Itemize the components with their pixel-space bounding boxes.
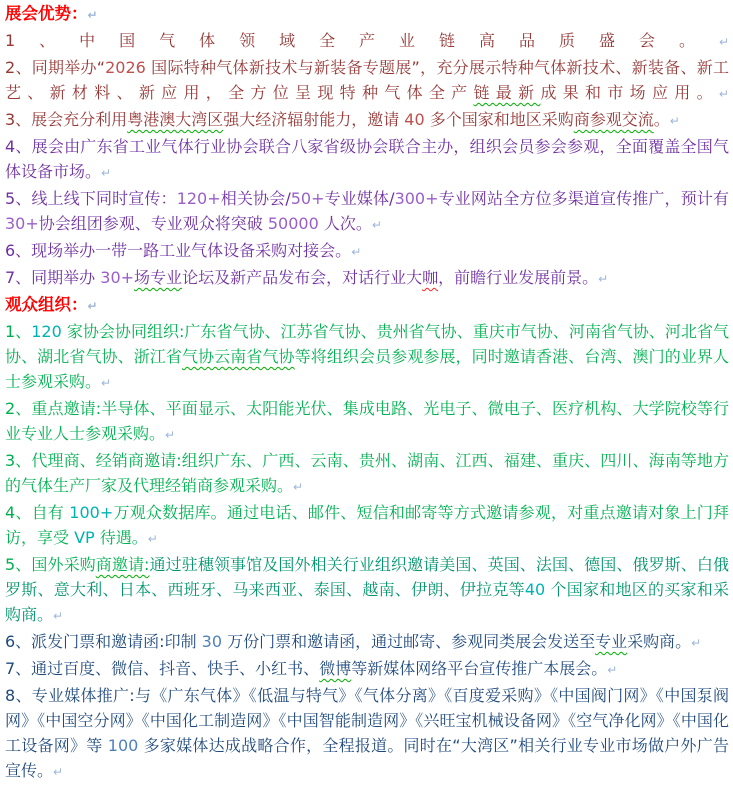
text-segment: 待遇。 bbox=[94, 528, 148, 547]
paragraph-mark-icon: ↵ bbox=[351, 245, 362, 259]
numeric-text: 50+ bbox=[290, 189, 325, 208]
section-1-paragraph-2 bbox=[5, 55, 729, 107]
text-segment: 家协会协同组织:广东省气协、江苏省气协、贵州省气协、重庆市气协、河南省气协、河北省气协、湖北省气协、浙江省 bbox=[5, 322, 729, 366]
numeric-text: 120+ bbox=[176, 189, 221, 208]
paragraph-mark-icon: ↵ bbox=[87, 8, 98, 22]
text-segment: 强大经济辐射能力，邀请 bbox=[223, 110, 405, 129]
paragraph-mark-icon: ↵ bbox=[87, 299, 98, 313]
text-segment: 。 bbox=[653, 110, 670, 129]
text-segment: 专业网站全方位多渠道宣传推广，预计有 bbox=[438, 189, 729, 208]
section-2-paragraph-8 bbox=[5, 683, 729, 785]
paragraph-mark-icon: ↵ bbox=[53, 765, 64, 779]
numeric-text: 40 bbox=[404, 110, 425, 129]
section-2-paragraph-4 bbox=[5, 500, 729, 552]
numeric-text: 30 bbox=[201, 632, 223, 651]
text-segment: 个国家和地区的买家和采购商。 bbox=[5, 580, 729, 624]
paragraph-mark-icon: ↵ bbox=[53, 609, 64, 623]
numeric-text: 300+ bbox=[394, 189, 439, 208]
numeric-text: 30+ bbox=[100, 268, 135, 287]
text-segment: 5、线上线下同时宣传： bbox=[5, 189, 177, 208]
paragraph-mark-icon: ↵ bbox=[607, 663, 618, 677]
text-segment: 协会组团参观、专业观众将突破 bbox=[38, 214, 268, 233]
paragraph-mark-icon: ↵ bbox=[293, 480, 304, 494]
text-segment: 6、现场举办一带一路工业气体设备采购对接会。 bbox=[5, 241, 352, 260]
text-segment: 4、展会由广东省工业气体行业协会联合八家省级协会联合主办，组织会员参会参观，全面覆盖全国气体设备市场。 bbox=[5, 137, 729, 181]
paragraph-mark-icon: ↵ bbox=[165, 428, 176, 442]
grammar-squiggle-text: 商参观交流 bbox=[573, 110, 654, 129]
grammar-squiggle-text: 场专业 bbox=[134, 268, 183, 287]
text-segment: 1、 bbox=[5, 322, 32, 341]
text-segment: 8、专业媒体推广:与《广东气体》《低温与特气》《气体分离》《百度爱采购》《中国阀门网》《中国泵阀网》《中国空分网》《中国化工制造网》《中国智能制造网》《兴旺宝机械设备网》《空气净化网》《中国化工设备网》等 bbox=[5, 686, 729, 755]
paragraph-mark-icon: ↵ bbox=[718, 87, 729, 101]
text-segment: 万观众数据库。通过电话、邮件、短信和邮寄等方式邀请参观，对重点邀请对象上门拜访，享受 bbox=[5, 503, 729, 547]
paragraph-mark-icon: ↵ bbox=[669, 114, 680, 128]
numeric-text: 30+ bbox=[5, 214, 39, 233]
numeric-text: 120 bbox=[31, 322, 62, 341]
numeric-text: 100+ bbox=[69, 503, 114, 522]
numeric-text: 2026 bbox=[105, 58, 146, 77]
section-heading-2 bbox=[5, 292, 729, 319]
numeric-text: 50000 bbox=[267, 214, 319, 233]
text-segment: 6、派发门票和邀请函:印制 bbox=[5, 632, 202, 651]
text-segment: 等新媒体网络平台宣传推广本展会。 bbox=[351, 659, 608, 678]
text-segment: 3、展会充分利用 bbox=[5, 110, 128, 129]
section-1-paragraph-5 bbox=[5, 186, 729, 238]
section-heading-text: 观众组织： bbox=[5, 295, 88, 314]
text-segment: 等将组织会员参观参展，同时邀请香港、台湾、澳门的业界人士参观采购。 bbox=[5, 347, 729, 391]
paragraph-mark-icon: ↵ bbox=[147, 532, 158, 546]
text-segment: 专业媒体/ bbox=[324, 189, 395, 208]
paragraph-mark-icon: ↵ bbox=[371, 218, 382, 232]
text-segment: 多家媒体达成战略合作，全程报道。同时在“大湾区”相关行业专业市场做户外广告宣传。 bbox=[5, 736, 729, 780]
section-1-paragraph-1 bbox=[5, 28, 729, 55]
text-segment: 论坛及新产品发布会，对话行业大 bbox=[182, 268, 423, 287]
text-segment: 通过驻穗领事馆及国外相关行业组织邀请美国、英国、法国、德国、俄罗斯、白俄罗斯、意大利、日本、西班牙、马来西亚、泰国、越南、伊朗、伊拉克等 bbox=[5, 555, 729, 599]
text-segment: 多个国家和地区采购 bbox=[424, 110, 574, 129]
text-segment: 1、中国气体领域全产业链高品质盛会。 bbox=[5, 31, 719, 50]
section-1-paragraph-4 bbox=[5, 134, 729, 186]
text-segment: 人次。 bbox=[318, 214, 372, 233]
numeric-text: 40 bbox=[524, 580, 546, 599]
text-segment: 7、通过百度、微信、抖音、快手、小红书、 bbox=[5, 659, 320, 678]
grammar-squiggle-text: 粤港澳大湾区 bbox=[127, 110, 224, 129]
section-heading-text: 展会优势： bbox=[5, 4, 88, 23]
section-2-paragraph-7 bbox=[5, 656, 729, 683]
text-segment: ，前瞻行业发展前景。 bbox=[438, 268, 599, 287]
section-1-paragraph-3 bbox=[5, 107, 729, 134]
text-segment: 国际特种气体新技术与新装备专题展”，充分展示特种气体新技术、新装备、新工艺、新材料、新应用，全方位呈现特种气体全产 bbox=[5, 58, 729, 102]
section-2-paragraph-3 bbox=[5, 448, 729, 500]
text-segment: 成果和市场应用。 bbox=[540, 83, 719, 102]
section-2-paragraph-6 bbox=[5, 629, 729, 656]
grammar-squiggle-text: 专业 bbox=[595, 632, 628, 651]
text-segment: 采购商。 bbox=[627, 632, 692, 651]
section-1-paragraph-6 bbox=[5, 238, 729, 265]
section-2-paragraph-2 bbox=[5, 396, 729, 448]
text-segment: 3、代理商、经销商邀请:组织广东、广西、云南、贵州、湖南、江西、福建、重庆、四川、海南等地方的气体生产厂家及代理经销商参观采购。 bbox=[5, 451, 729, 495]
text-segment: 相关协会/ bbox=[220, 189, 291, 208]
text-segment: 2、同期举办“ bbox=[5, 58, 106, 77]
section-2-paragraph-5 bbox=[5, 552, 729, 629]
numeric-text: VP bbox=[74, 528, 95, 547]
text-segment: 4、自有 bbox=[5, 503, 70, 522]
grammar-squiggle-text: 商邀请: bbox=[95, 555, 150, 574]
paragraph-mark-icon: ↵ bbox=[101, 376, 112, 390]
grammar-squiggle-text: 链最新 bbox=[473, 83, 541, 102]
grammar-squiggle-text: 微博 bbox=[319, 659, 352, 678]
text-segment: 2、重点邀请:半导体、平面显示、太阳能光伏、集成电路、光电子、微电子、医疗机构、大学院校等行业专业人士参观采购。 bbox=[5, 399, 729, 443]
text-segment: 万份门票和邀请函，通过邮寄、参观同类展会发送至 bbox=[222, 632, 596, 651]
text-segment: 5、国外采购 bbox=[5, 555, 96, 574]
paragraph-mark-icon: ↵ bbox=[718, 35, 729, 49]
paragraph-mark-icon: ↵ bbox=[101, 166, 112, 180]
section-heading-1 bbox=[5, 1, 729, 28]
numeric-text: 100 bbox=[107, 736, 139, 755]
section-1-paragraph-7 bbox=[5, 265, 729, 292]
text-segment: 7、同期举办 bbox=[5, 268, 101, 287]
grammar-squiggle-text: 气协云南省气协 bbox=[182, 347, 295, 366]
paragraph-mark-icon: ↵ bbox=[598, 272, 609, 286]
section-2-paragraph-1 bbox=[5, 319, 729, 396]
spelling-squiggle-text: 咖 bbox=[422, 268, 439, 287]
paragraph-mark-icon: ↵ bbox=[691, 636, 702, 650]
